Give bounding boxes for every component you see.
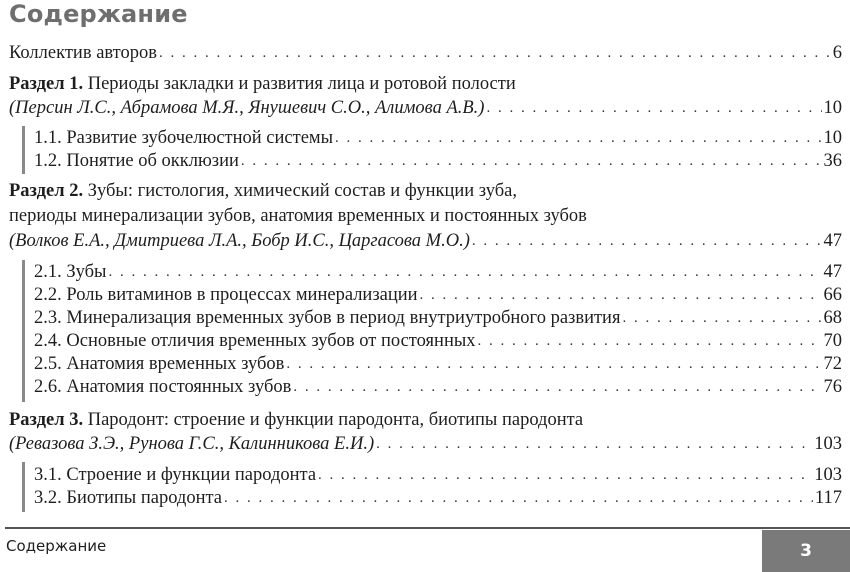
toc-page-number: 68 xyxy=(823,308,842,328)
toc-page-number: 6 xyxy=(832,43,842,63)
toc-page-number: 36 xyxy=(823,151,842,171)
toc-page-number: 103 xyxy=(814,434,842,454)
section-1-number: Раздел 1. xyxy=(9,74,84,94)
toc-item-label: 2.2. Роль витаминов в процессах минерализации xyxy=(34,285,418,305)
dot-leader xyxy=(486,97,821,119)
section-1-title-line-1: Периоды закладки и развития лица и ротовой полости xyxy=(87,74,516,94)
toc-page-number: 47 xyxy=(823,262,842,282)
toc-item-label: 2.5. Анатомия временных зубов xyxy=(34,354,285,374)
section-1-authors: (Персин Л.С., Абрамова М.Я., Янушевич С.О., Алимова А.В.) xyxy=(9,98,485,118)
dot-leader xyxy=(318,464,812,486)
toc-page-number: 66 xyxy=(823,285,842,305)
toc-page-number: 103 xyxy=(814,465,842,485)
toc-item-1-1[interactable] xyxy=(34,127,842,149)
section-1-subsection-bar xyxy=(22,126,25,174)
toc-item-2-5[interactable] xyxy=(34,353,842,375)
dot-leader xyxy=(376,433,812,455)
toc-entry-label: Коллектив авторов xyxy=(9,43,157,63)
section-3-authors: (Ревазова З.Э., Рунова Г.С., Калинникова Е.И.) xyxy=(9,434,375,454)
dot-leader xyxy=(335,127,821,149)
toc-entry-authors-collective[interactable] xyxy=(9,42,842,64)
section-2-title-line-1: Зубы: гистология, химический состав и функции зуба, xyxy=(87,181,517,201)
section-2-title-line-2: периоды минерализации зубов, анатомия временных и постоянных зубов xyxy=(9,206,587,226)
toc-page-number: 10 xyxy=(823,128,842,148)
section-2-heading[interactable] xyxy=(9,180,517,202)
toc-item-3-1[interactable] xyxy=(34,464,842,486)
section-3-heading[interactable] xyxy=(9,409,583,431)
toc-item-label: 2.1. Зубы xyxy=(34,262,107,282)
dot-leader xyxy=(159,42,831,64)
toc-item-label: 2.3. Минерализация временных зубов в период внутриутробного развития xyxy=(34,308,621,328)
dot-leader xyxy=(109,261,822,283)
dot-leader xyxy=(622,307,821,329)
toc-item-label: 3.2. Биотипы пародонта xyxy=(34,488,223,508)
toc-page-number: 70 xyxy=(823,331,842,351)
toc-page-number: 76 xyxy=(823,377,842,397)
footer-separator xyxy=(5,527,850,529)
toc-item-label: 2.6. Анатомия постоянных зубов xyxy=(34,377,292,397)
section-2-authors-row[interactable] xyxy=(9,230,842,252)
toc-item-label: 2.4. Основные отличия временных зубов от постоянных xyxy=(34,331,476,351)
page-title: Содержание xyxy=(9,0,188,28)
toc-page-number: 117 xyxy=(814,488,842,508)
section-2-number: Раздел 2. xyxy=(9,181,84,201)
dot-leader xyxy=(241,150,822,172)
toc-item-2-1[interactable] xyxy=(34,261,842,283)
dot-leader xyxy=(478,330,822,352)
section-3-number: Раздел 3. xyxy=(9,410,84,430)
section-3-title-line-1: Пародонт: строение и функции пародонта, биотипы пародонта xyxy=(87,410,584,430)
toc-item-label: 3.1. Строение и функции пародонта xyxy=(34,465,317,485)
footer-page-number: 3 xyxy=(762,530,850,572)
toc-item-2-4[interactable] xyxy=(34,330,842,352)
toc-page-number: 10 xyxy=(823,98,842,118)
toc-page-number: 47 xyxy=(823,231,842,251)
dot-leader xyxy=(472,230,822,252)
section-2-subsection-bar xyxy=(22,260,25,402)
dot-leader xyxy=(224,487,813,509)
toc-item-2-6[interactable] xyxy=(34,376,842,398)
dot-leader xyxy=(420,284,822,306)
toc-item-2-2[interactable] xyxy=(34,284,842,306)
section-3-subsection-bar xyxy=(22,462,25,512)
dot-leader xyxy=(286,353,821,375)
toc-item-label: 1.1. Развитие зубочелюстной системы xyxy=(34,128,334,148)
section-2-authors: (Волков Е.А., Дмитриева Л.А., Бобр И.С., Царгасова М.О.) xyxy=(9,231,470,251)
dot-leader xyxy=(293,376,821,398)
section-1-authors-row[interactable] xyxy=(9,97,842,119)
toc-item-1-2[interactable] xyxy=(34,150,842,172)
footer-running-title: Содержание xyxy=(6,537,107,555)
toc-item-2-3[interactable] xyxy=(34,307,842,329)
toc-item-3-2[interactable] xyxy=(34,487,842,509)
toc-page-number: 72 xyxy=(823,354,842,374)
section-3-authors-row[interactable] xyxy=(9,433,842,455)
toc-item-label: 1.2. Понятие об окклюзии xyxy=(34,151,239,171)
section-1-heading[interactable] xyxy=(9,73,516,95)
